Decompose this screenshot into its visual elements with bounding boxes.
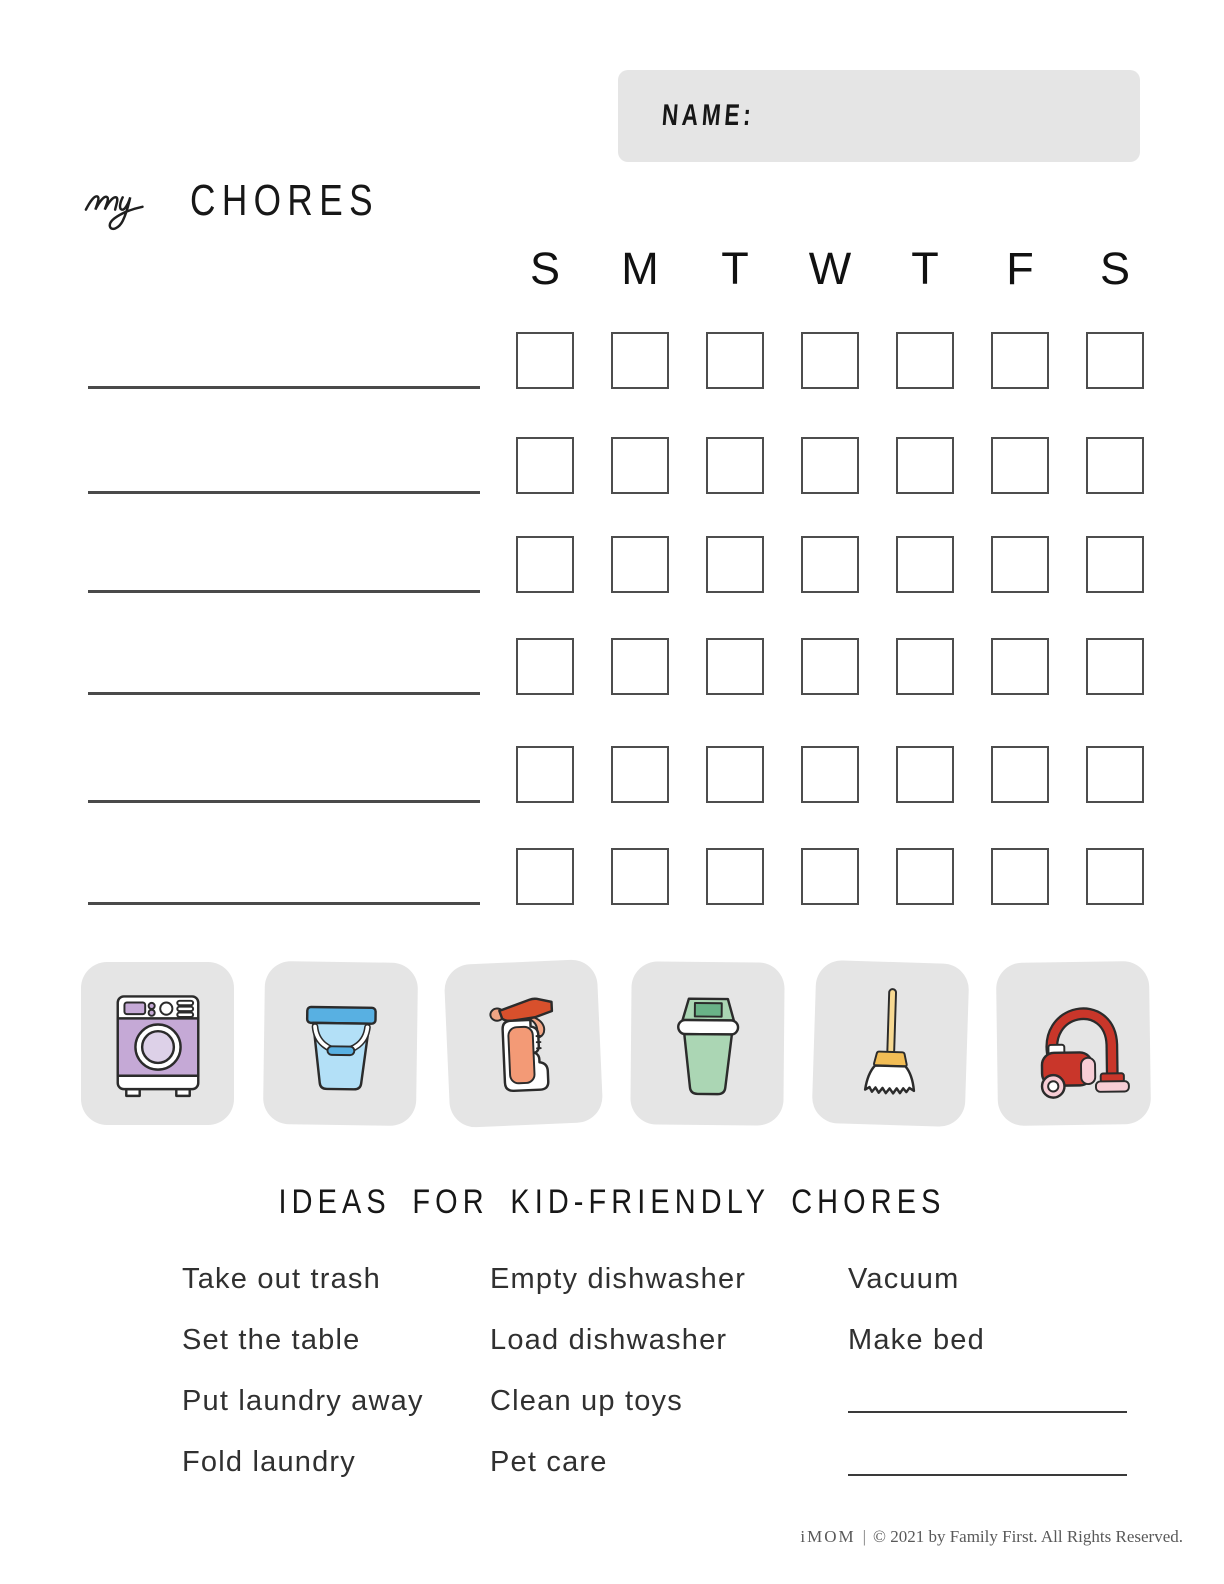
day-checkbox[interactable] (801, 746, 859, 803)
vacuum-icon (1012, 982, 1136, 1106)
day-checkbox[interactable] (801, 848, 859, 905)
day-checkbox[interactable] (611, 332, 669, 389)
day-header-4: T (911, 243, 939, 294)
day-checkbox[interactable] (991, 437, 1049, 494)
day-checkbox[interactable] (1086, 746, 1144, 803)
name-label: NAME: (660, 99, 756, 132)
write-in-line[interactable] (848, 1385, 1127, 1413)
broom-icon (828, 981, 954, 1107)
imom-logo: iMOM (800, 1527, 856, 1546)
day-checkbox[interactable] (611, 638, 669, 695)
title-script-my (82, 170, 186, 236)
day-checkbox[interactable] (611, 437, 669, 494)
day-header-5: F (1006, 243, 1034, 294)
ideas-column-2 (848, 1263, 1127, 1511)
day-checkbox[interactable] (896, 848, 954, 905)
day-checkbox[interactable] (991, 536, 1049, 593)
chore-name-line[interactable] (88, 590, 480, 593)
chore-idea: Take out trash (182, 1263, 381, 1295)
day-checkbox[interactable] (1086, 437, 1144, 494)
bucket-tile (263, 961, 418, 1126)
day-header-6: S (1099, 243, 1131, 294)
day-checkbox[interactable] (1086, 638, 1144, 695)
chore-name-line[interactable] (88, 692, 480, 695)
chore-idea: Make bed (848, 1324, 985, 1356)
day-checkbox[interactable] (1086, 848, 1144, 905)
day-checkbox[interactable] (991, 638, 1049, 695)
page-title: CHORES (190, 176, 379, 225)
name-field[interactable] (618, 70, 1140, 162)
day-checkbox[interactable] (801, 437, 859, 494)
day-checkbox[interactable] (706, 638, 764, 695)
chore-name-line[interactable] (88, 902, 480, 905)
day-checkbox[interactable] (516, 746, 574, 803)
chore-idea: Fold laundry (182, 1446, 356, 1478)
chore-idea: Vacuum (848, 1263, 960, 1295)
day-header-1: M (621, 243, 659, 294)
bucket-icon (279, 982, 403, 1106)
day-checkbox[interactable] (801, 332, 859, 389)
day-header-0: S (529, 243, 561, 294)
day-checkbox[interactable] (896, 746, 954, 803)
day-checkbox[interactable] (706, 437, 764, 494)
chore-name-line[interactable] (88, 800, 480, 803)
chore-idea: Set the table (182, 1324, 361, 1356)
day-checkbox[interactable] (706, 746, 764, 803)
day-checkbox[interactable] (991, 332, 1049, 389)
day-checkbox[interactable] (516, 437, 574, 494)
washing-machine-tile (81, 962, 234, 1125)
day-checkbox[interactable] (801, 638, 859, 695)
day-checkbox[interactable] (896, 437, 954, 494)
vacuum-tile (996, 961, 1151, 1126)
day-checkbox[interactable] (1086, 332, 1144, 389)
chore-idea: Put laundry away (182, 1385, 424, 1417)
day-checkbox[interactable] (801, 536, 859, 593)
day-checkbox[interactable] (896, 638, 954, 695)
day-checkbox[interactable] (516, 536, 574, 593)
day-checkbox[interactable] (706, 848, 764, 905)
footer-copyright (800, 1527, 1183, 1547)
footer-copyright-text: © 2021 by Family First. All Rights Reserved. (873, 1527, 1183, 1546)
chore-idea: Load dishwasher (490, 1324, 728, 1356)
washing-machine-icon (97, 983, 219, 1105)
ideas-column-1 (490, 1263, 746, 1507)
day-checkbox[interactable] (896, 536, 954, 593)
footer-separator: | (862, 1527, 867, 1546)
day-checkbox[interactable] (991, 848, 1049, 905)
ideas-heading: IDEAS FOR KID-FRIENDLY CHORES (278, 1183, 946, 1221)
trash-can-tile (630, 961, 784, 1125)
day-checkbox[interactable] (1086, 536, 1144, 593)
day-header-2: T (721, 243, 749, 294)
day-checkbox[interactable] (611, 848, 669, 905)
day-checkbox[interactable] (516, 848, 574, 905)
day-checkbox[interactable] (706, 332, 764, 389)
chore-idea: Empty dishwasher (490, 1263, 747, 1295)
chore-name-line[interactable] (88, 386, 480, 389)
day-checkbox[interactable] (611, 536, 669, 593)
chore-idea: Pet care (490, 1446, 608, 1478)
chore-idea: Clean up toys (490, 1385, 683, 1417)
day-checkbox[interactable] (991, 746, 1049, 803)
day-checkbox[interactable] (706, 536, 764, 593)
write-in-line[interactable] (848, 1448, 1127, 1476)
ideas-column-0 (182, 1263, 424, 1507)
trash-can-icon (646, 982, 769, 1105)
day-header-3: W (808, 243, 852, 294)
spray-bottle-tile (444, 959, 604, 1129)
day-checkbox[interactable] (896, 332, 954, 389)
day-checkbox[interactable] (611, 746, 669, 803)
day-checkbox[interactable] (516, 332, 574, 389)
day-checkbox[interactable] (516, 638, 574, 695)
spray-bottle-icon (460, 980, 587, 1107)
broom-tile (811, 960, 969, 1128)
chore-name-line[interactable] (88, 491, 480, 494)
